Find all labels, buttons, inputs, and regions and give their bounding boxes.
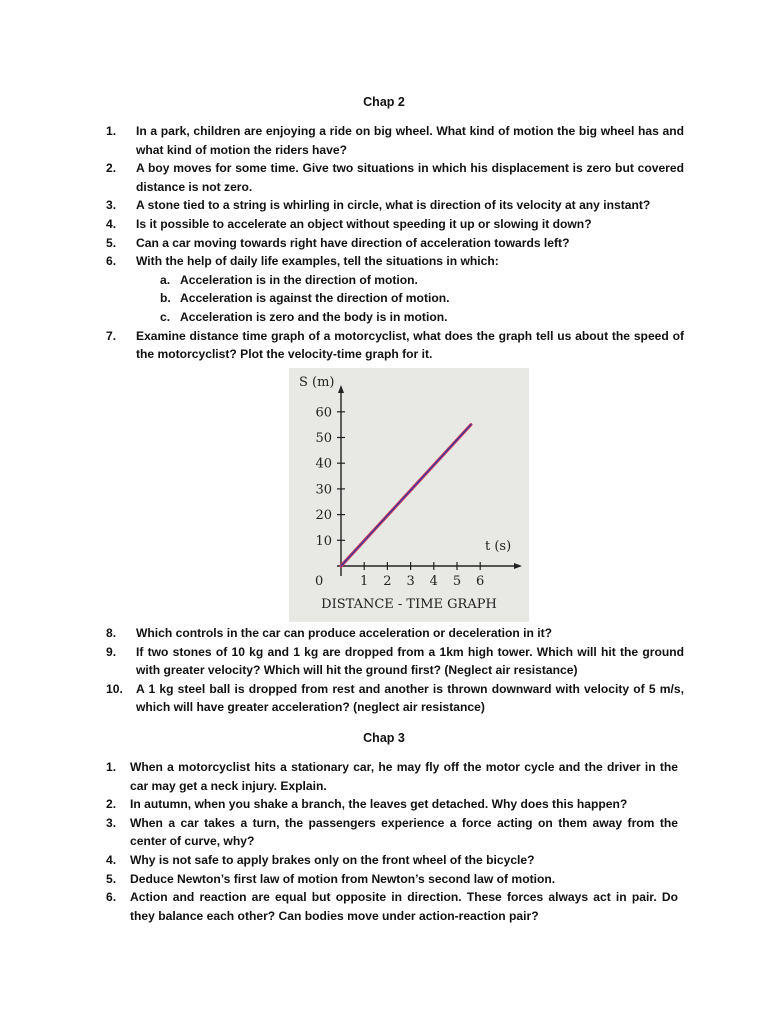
question-number: 6.	[106, 890, 117, 905]
graph-plot	[289, 368, 529, 622]
question-item	[106, 327, 684, 364]
x-tick-label: 4	[429, 574, 438, 589]
question-number: 6.	[106, 254, 117, 269]
question-number: 3.	[106, 198, 117, 213]
chap3-questions	[106, 758, 678, 925]
y-tick-label: 10	[315, 533, 332, 549]
y-axis-label: S (m)	[299, 375, 335, 390]
sub-item-text: Acceleration is in the direction of motion.	[180, 272, 418, 287]
question-item	[106, 122, 684, 159]
question-text: Examine distance time graph of a motorcyclist, what does the graph tell us about the speed of the motorcyclist? Plot the velocity-time graph for it.	[136, 328, 684, 362]
question-item	[106, 795, 678, 814]
distance-time-graph	[289, 368, 529, 622]
y-tick-label: 50	[315, 431, 332, 446]
question-number: 9.	[106, 644, 117, 659]
question-text: A boy moves for some time. Give two situations in which his displacement is zero but covered distance is not zero.	[136, 161, 684, 194]
question-text: In autumn, when you shake a branch, the leaves get detached. Why does this happen?	[130, 797, 628, 812]
y-tick-label: 20	[315, 508, 332, 524]
question-item	[106, 758, 678, 795]
question-item	[106, 196, 684, 215]
question-item	[106, 870, 678, 889]
chap3-heading: Chap 3	[363, 731, 405, 745]
y-tick-label: 40	[315, 456, 332, 472]
y-tick-label: 60	[315, 405, 332, 421]
question-item	[106, 888, 678, 925]
sub-item-text: Acceleration is zero and the body is in motion.	[180, 309, 448, 324]
sub-item	[106, 289, 684, 308]
question-text: If two stones of 10 kg and 1 kg are dropped from a 1km high tower. Which will hit the ground with greater velocity? Which will hit the ground first? (Neglect air resistance)	[136, 644, 684, 678]
x-tick-label: 6	[476, 574, 485, 589]
x-tick-label: 3	[406, 574, 415, 589]
question-text: A stone tied to a string is whirling in circle, what is direction of its velocity at any instant?	[136, 198, 651, 213]
sub-item-letter: b.	[160, 291, 171, 306]
question-number: 2.	[106, 797, 117, 812]
question-item	[106, 851, 678, 870]
question-text: When a motorcyclist hits a stationary car, he may fly off the motor cycle and the driver in the car may get a neck injury. Explain.	[130, 760, 678, 793]
question-number: 1.	[106, 760, 117, 774]
question-number: 4.	[106, 216, 117, 231]
question-number: 7.	[106, 328, 117, 343]
origin-label: 0	[315, 574, 324, 589]
question-number: 8.	[106, 626, 117, 640]
question-item	[106, 643, 684, 680]
x-axis-label: t (s)	[485, 539, 512, 554]
sub-item	[106, 271, 684, 290]
question-number: 5.	[106, 235, 117, 250]
sub-item	[106, 308, 684, 327]
question-item	[106, 159, 684, 196]
x-tick-label: 2	[383, 574, 392, 589]
question-text: Can a car moving towards right have direction of acceleration towards left?	[136, 235, 570, 250]
question-number: 4.	[106, 852, 117, 867]
sub-item-text: Acceleration is against the direction of motion.	[180, 291, 450, 306]
question-number: 3.	[106, 815, 117, 830]
question-text: A 1 kg steel ball is dropped from rest and another is thrown downward with velocity of 5 m/s, which will have greater acceleration? (neglect air resistance)	[136, 681, 684, 715]
x-tick-label: 5	[452, 574, 462, 589]
graph-title: DISTANCE - TIME GRAPH	[321, 597, 497, 612]
question-text: With the help of daily life examples, tell the situations in which:	[136, 254, 499, 269]
question-item	[106, 680, 684, 717]
question-number: 5.	[106, 871, 117, 886]
question-text: Why is not safe to apply brakes only on the front wheel of the bicycle?	[130, 852, 535, 867]
chap2-questions-part1	[106, 122, 684, 364]
sub-item-letter: c.	[160, 309, 171, 324]
question-item	[106, 215, 684, 234]
x-tick-label: 1	[360, 574, 369, 589]
question-item	[106, 624, 684, 643]
question-item	[106, 234, 684, 253]
question-text: Which controls in the car can produce acceleration or deceleration in it?	[136, 626, 552, 640]
chap2-questions-part2	[106, 624, 684, 717]
question-number: 10.	[106, 681, 123, 696]
question-item	[106, 814, 678, 851]
question-item	[106, 252, 684, 271]
question-text: Is it possible to accelerate an object without speeding it up or slowing it down?	[136, 216, 592, 231]
y-tick-label: 30	[315, 482, 332, 498]
question-text: Deduce Newton’s first law of motion from Newton’s second law of motion.	[130, 871, 556, 886]
chap2-heading: Chap 2	[363, 95, 405, 109]
question-number: 2.	[106, 161, 117, 176]
question-text: When a car takes a turn, the passengers experience a force acting on them away from the center of curve, why?	[130, 815, 678, 849]
sub-item-letter: a.	[160, 272, 171, 287]
question-text: Action and reaction are equal but opposite in direction. These forces always act in pair. Do they balance each other? Can bodies move under action-reaction pair?	[130, 890, 678, 923]
question-text: In a park, children are enjoying a ride on big wheel. What kind of motion the big wheel has and what kind of motion the riders have?	[136, 124, 684, 157]
question-number: 1.	[106, 124, 117, 138]
